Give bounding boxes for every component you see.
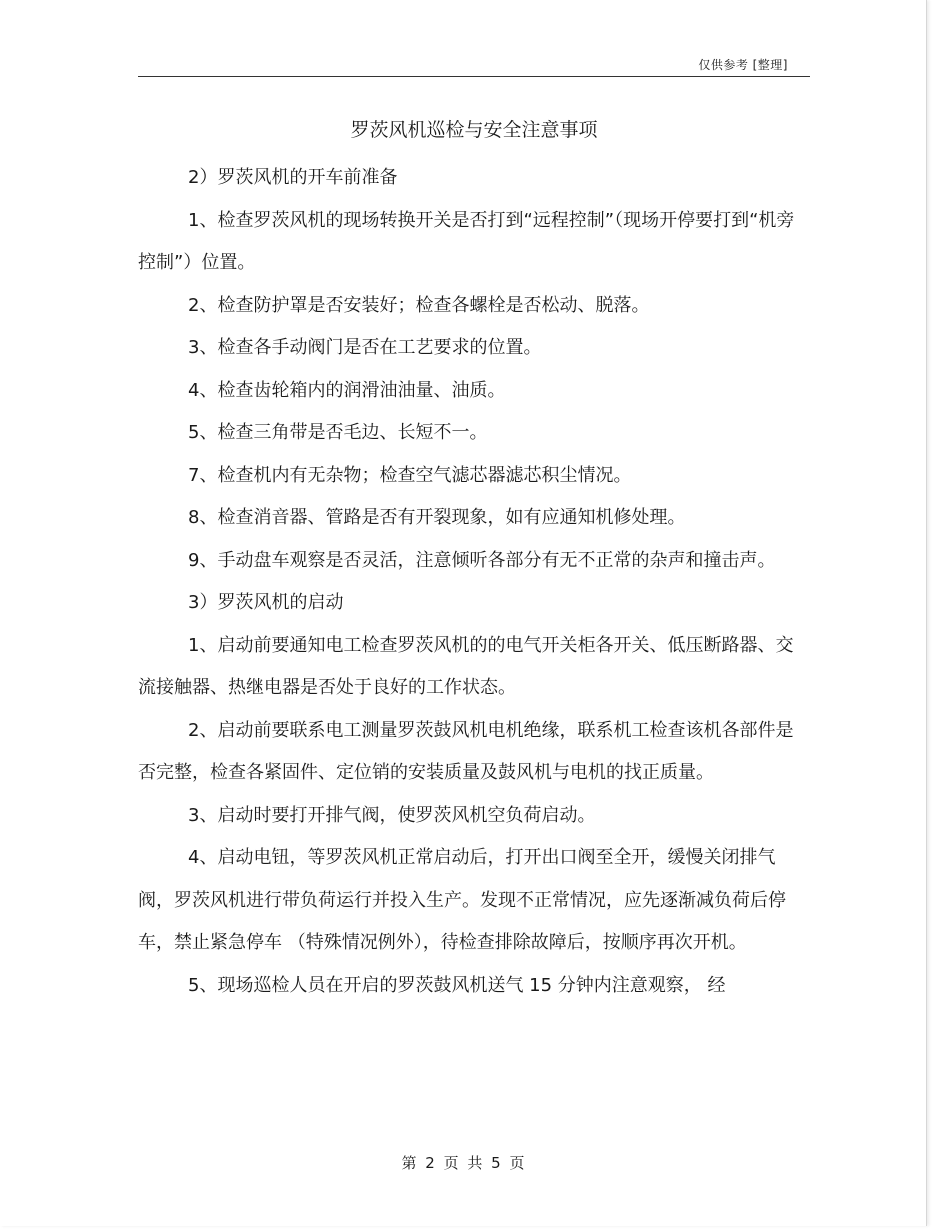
paragraph: 4、启动电钮，等罗茨风机正常启动后，打开出口阀至全开，缓慢关闭排气阀，罗茨风机进行带负荷运行并投入生产。发现不正常情况，应先逐渐减负荷后停车，禁止紧急停车 （特殊情况例外），待检查排除故障后，按顺序再次开机。 bbox=[138, 847, 786, 953]
paragraph: 9、手动盘车观察是否灵活，注意倾听各部分有无不正常的杂声和撞击声。 bbox=[188, 549, 776, 571]
section-heading-start: 3）罗茨风机的启动 bbox=[188, 592, 344, 613]
paragraph: 4、检查齿轮箱内的润滑油油量、油质。 bbox=[188, 379, 506, 401]
document-title: 罗茨风机巡检与安全注意事项 bbox=[350, 119, 598, 141]
paragraph: 2、启动前要联系电工测量罗茨鼓风机电机绝缘，联系机工检查该机各部件是否完整，检查各紧固件、定位销的安装质量及鼓风机与电机的找正质量。 bbox=[138, 719, 794, 783]
paragraph: 1、启动前要通知电工检查罗茨风机的的电气开关柜各开关、低压断路器、交流接触器、热继电器是否处于良好的工作状态。 bbox=[138, 634, 794, 698]
paragraph: 7、检查机内有无杂物；检查空气滤芯器滤芯积尘情况。 bbox=[188, 464, 632, 486]
document-body bbox=[138, 157, 810, 1007]
paragraph: 5、现场巡检人员在开启的罗茨鼓风机送气 15 分钟内注意观察， 经 bbox=[188, 974, 726, 996]
page-number: 第 2 页 共 5 页 bbox=[401, 1154, 525, 1172]
paragraph: 3、检查各手动阀门是否在工艺要求的位置。 bbox=[188, 337, 542, 358]
paragraph: 2、检查防护罩是否安装好；检查各螺栓是否松动、脱落。 bbox=[188, 294, 650, 316]
paragraph: 5、检查三角带是否毛边、长短不一。 bbox=[188, 422, 488, 443]
paragraph: 3、启动时要打开排气阀，使罗茨风机空负荷启动。 bbox=[188, 804, 596, 826]
paragraph: 8、检查消音器、管路是否有开裂现象，如有应通知机修处理。 bbox=[188, 507, 686, 528]
header-divider bbox=[138, 76, 810, 77]
paragraph: 1、检查罗茨风机的现场转换开关是否打到“远程控制”（现场开停要打到“机旁控制”）位置。 bbox=[138, 209, 795, 273]
section-heading-prep: 2）罗茨风机的开车前准备 bbox=[188, 167, 398, 188]
page-header-label: 仅供参考 [整理] bbox=[698, 58, 788, 72]
